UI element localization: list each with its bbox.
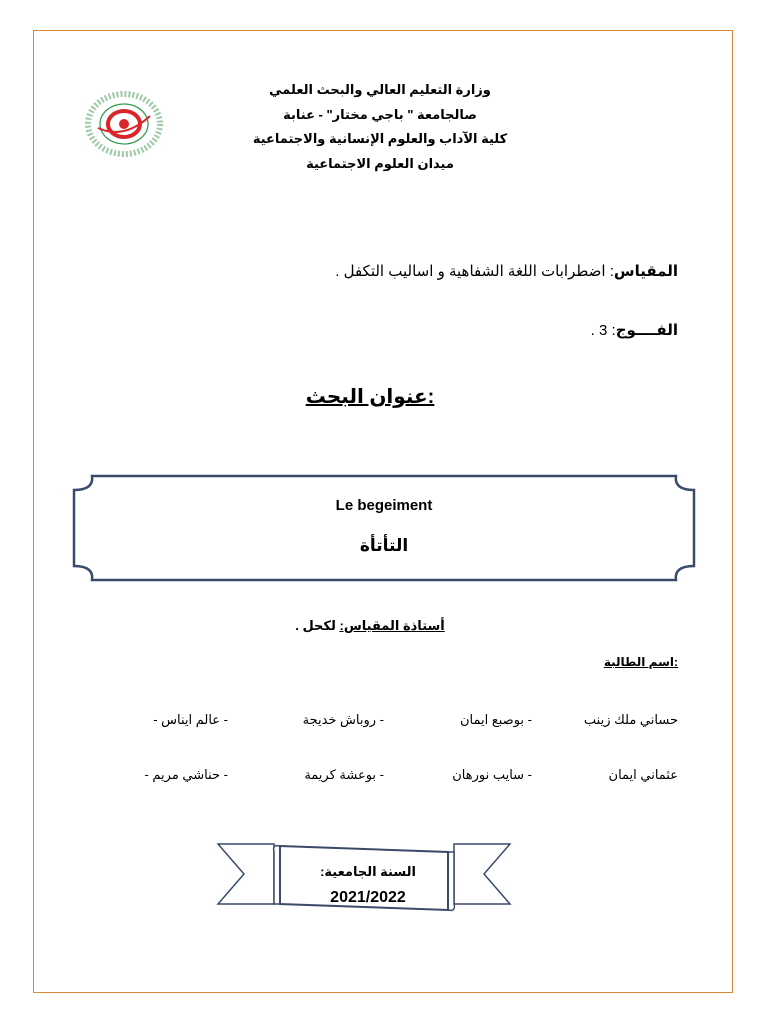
field-name: ميدان العلوم الاجتماعية	[306, 155, 454, 171]
student-name: عثماني ايمان	[608, 767, 678, 782]
header-block	[200, 78, 560, 176]
module-line	[335, 262, 678, 280]
module-label: المقياس	[613, 263, 678, 280]
student-name: - روباش خديجة	[302, 712, 384, 727]
university-name: صالجامعة " باجي مختار" - عنابة	[283, 106, 477, 122]
research-title: :عنوان البحث	[305, 386, 435, 408]
student-name: حساني ملك زينب	[583, 712, 678, 727]
group-label: الفــــوج	[615, 322, 678, 339]
student-name: - بوعشة كريمة	[304, 767, 384, 782]
title-french: Le begeiment	[335, 497, 433, 514]
student-name: - بوصبع ايمان	[459, 712, 532, 727]
title-arabic: التأتأة	[359, 536, 409, 555]
title-frame	[68, 472, 700, 584]
student-name: - سايب نورهان	[452, 767, 532, 782]
group-value: : 3 .	[590, 322, 616, 339]
academic-year-value: 2021/2022	[330, 889, 406, 906]
students-label: :اسم الطالبة	[603, 655, 678, 669]
ministry-name: وزارة التعليم العالي والبحث العلمي	[269, 82, 491, 97]
faculty-name: كلية الآداب والعلوم الإنسانية والاجتماعية	[252, 131, 508, 146]
university-logo	[84, 88, 164, 160]
student-name: - عالم ايناس -	[153, 712, 228, 727]
module-value: : اضطرابات اللغة الشفاهية و اساليب التكفل .	[335, 263, 614, 280]
academic-year-label: السنة الجامعية:	[320, 864, 416, 879]
student-name: - حناشي مريم -	[144, 767, 228, 782]
professor-line	[200, 618, 540, 634]
professor-name: لكحل .	[295, 618, 340, 633]
group-line	[591, 321, 678, 339]
professor-label: أستاذة المقياس:	[339, 618, 445, 633]
